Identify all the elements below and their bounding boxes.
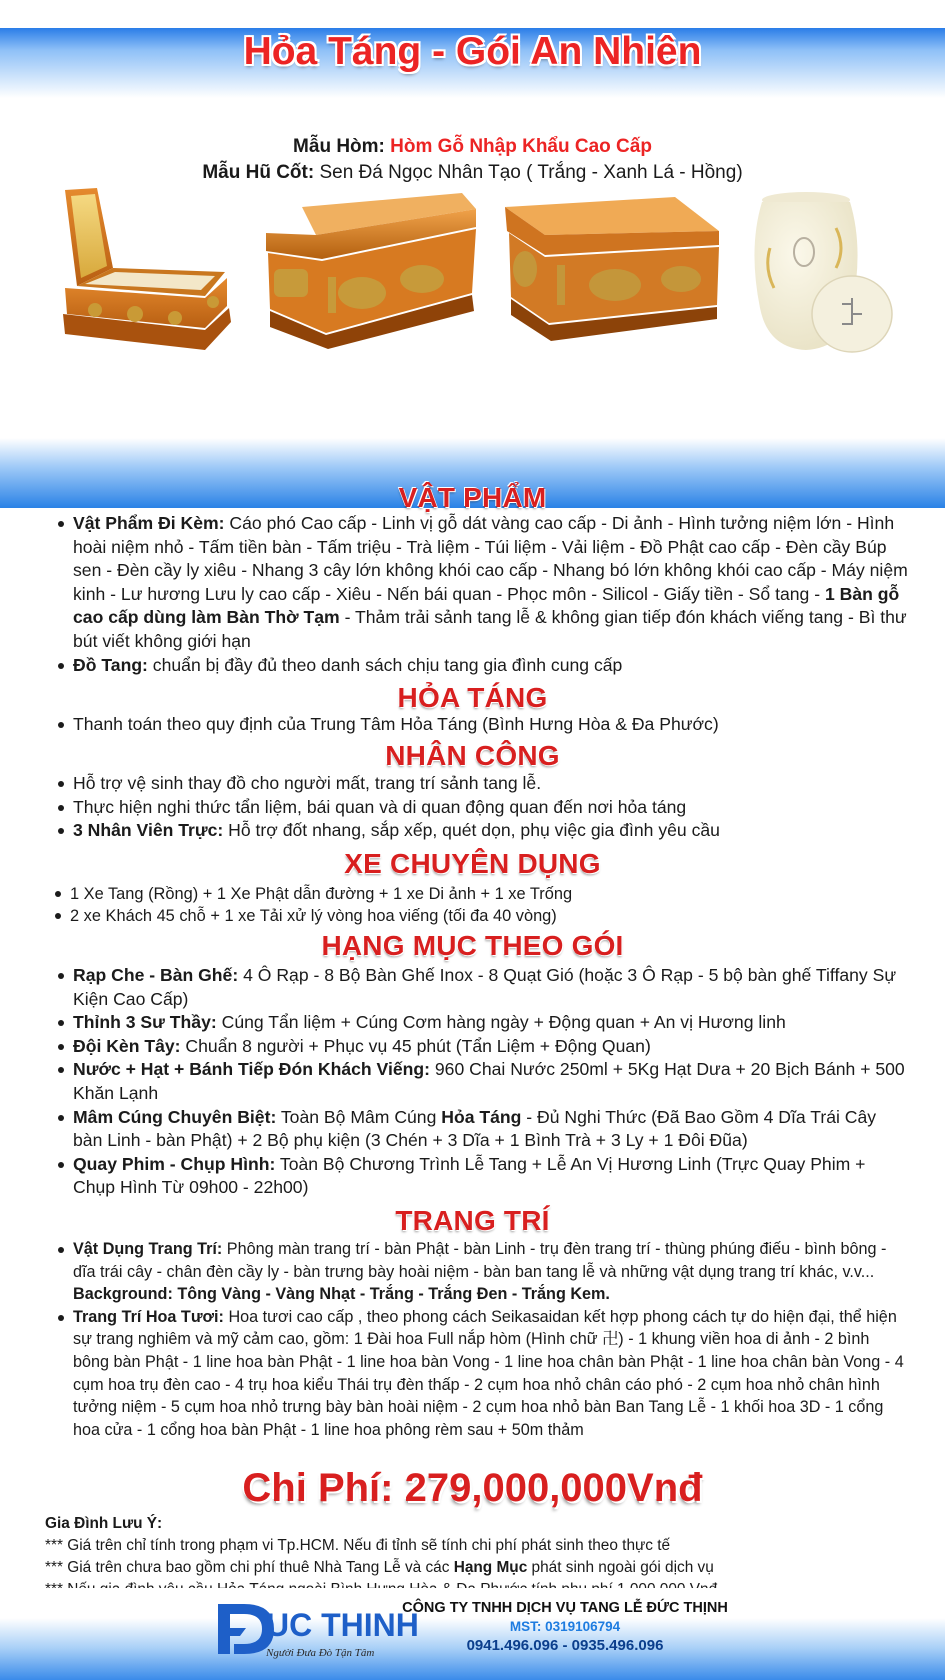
item-text: Phông màn trang trí - bàn Phật - bàn Linh - trụ đèn trang trí - thùng phúng điếu - bình bông - dĩa trái cây - chân đèn cầy ly - bàn trưng bày hoài niệm - bàn ban tang lễ và những vật dụng trang trí khác, v.v... [73,1240,887,1281]
item-bold-text: 1 Bàn gỗ cao cấp dùng làm Bàn Thờ Tạm [73,583,900,628]
list-item [58,1306,908,1442]
item-text: Cúng Tẩn liệm + Cúng Cơm hàng ngày + Động quan + An vị Hương linh [216,1012,786,1033]
list-item [55,905,905,927]
item-text: Thực hiện nghi thức tẩn liệm, bái quan và di quan động quan đến nơi hỏa táng [73,796,687,817]
logo-slogan: Người Đưa Đò Tận Tâm [266,1647,375,1659]
heading-hoa-tang: HỎA TÁNG [397,682,548,713]
item-label: Mâm Cúng Chuyên Biệt: [73,1106,277,1127]
list-item [58,1058,908,1105]
note-text: phát sinh ngoài gói dịch vụ [527,1559,714,1576]
item-text: Chuẩn 8 người + Phục vụ 45 phút (Tẩn Liệm + Động Quan) [180,1035,651,1056]
item-bold-text: Background: Tông Vàng - Vàng Nhạt - Trắng - Trắng Đen - Trắng Kem. [73,1285,610,1304]
urn-image [748,188,896,364]
item-label: Trang Trí Hoa Tươi: [73,1307,224,1326]
heading-xe-chuyen-dung: XE CHUYÊN DỤNG [344,848,601,879]
company-logo [212,1598,419,1664]
item-text: Toàn Bộ Mâm Cúng [276,1106,442,1127]
logo-wordmark: UC THINH [266,1607,419,1643]
coffin-model-label: Mẫu Hòm: [293,136,385,157]
list-item [58,1238,908,1306]
urn-model-label: Mẫu Hũ Cốt: [202,162,315,183]
phone-numbers: 0941.496.096 - 0935.496.096 [466,1637,664,1654]
heading-hang-muc: HẠNG MỤC THEO GÓI [321,930,624,961]
item-text: Toàn Bộ Chương Trình Lễ Tang + Lễ An Vị Hương Linh (Trực Quay Phim + Chụp Hình Từ 09h00 - 22h00) [73,1153,866,1198]
note-line: *** Giá trên chỉ tính trong phạm vi Tp.HCM. Nếu đi tỉnh sẽ tính chi phí phát sinh theo thực tế [45,1537,671,1554]
list-item [58,1106,908,1153]
item-text: Hỗ trợ đốt nhang, sắp xếp, quét dọn, phụ việc gia đình yêu cầu [223,820,720,841]
item-label: Vật Phẩm Đi Kèm: [73,513,225,533]
item-text: 2 xe Khách 45 chỗ + 1 xe Tải xử lý vòng hoa viếng (tối đa 40 vòng) [70,907,557,925]
item-label: Đồ Tang: [73,654,148,675]
list-xe-chuyen-dung [55,883,905,927]
list-nhan-cong [58,772,908,843]
notes-title: Gia Đình Lưu Ý: [45,1515,163,1532]
item-label: Quay Phim - Chụp Hình: [73,1153,276,1174]
closed-coffin-image-2 [505,193,723,350]
item-text: Hoa tươi cao cấp , theo phong cách Seikasaidan kết hợp phong cách tự do hiện đại, thể hiện sự trang nghiêm và mỹ cảm cao, gồm: 1 Đài hoa Full nắp hòm (Hình chữ 卍) - 1 khung viền hoa di ảnh - 2 bình bông bàn Phật - 1 line hoa bàn Phật - 1 line hoa bàn Vong - 1 line hoa chân bàn Phật - 1 line hoa chân bàn Vong - 4 cụm hoa trụ đèn cao - 4 trụ hoa kiểu Thái trụ đèn thấp - 2 cụm hoa nhỏ chân cáo phó - 2 cụm hoa nhỏ chân hình tưởng niệm - 5 cụm hoa nhỏ trưng bày bàn hoài niệm - 2 cụm hoa nhỏ bàn Ban Tang Lễ - 1 khối hoa 3D - 1 cổng hoa cửa - 1 cổng hoa bàn Phật - 1 line hoa phông rèm sau + 50m thảm [73,1307,904,1439]
company-info [390,1599,740,1656]
heading-nhan-cong: NHÂN CÔNG [385,740,560,771]
item-bold-text: Hỏa Táng [441,1106,522,1127]
coffin-model-value: Hòm Gỗ Nhập Khẩu Cao Cấp [390,136,652,157]
open-coffin-image [55,188,235,360]
urn-model-line [0,160,945,186]
list-item [58,964,908,1011]
list-item [58,1035,908,1059]
package-cost: Chi Phí: 279,000,000Vnđ [242,1466,703,1510]
closed-coffin-image [262,193,480,350]
item-text: Thanh toán theo quy định của Trung Tâm Hỏa Táng (Bình Hưng Hòa & Đa Phước) [73,714,719,734]
item-label: Vật Dụng Trang Trí: [73,1240,223,1258]
item-text: Hỗ trợ vệ sinh thay đồ cho người mất, trang trí sảnh tang lễ. [73,773,542,793]
item-text: 4 Ô Rạp - 8 Bộ Bàn Ghế Inox - 8 Quạt Gió (hoặc 3 Ô Rạp - 5 bộ bàn ghế Tiffany Sự Kiện Cao Cấp) [73,965,897,1009]
list-hoa-tang [58,713,908,737]
heading-trang-tri: TRANG TRÍ [395,1205,550,1236]
item-text: 1 Xe Tang (Rồng) + 1 Xe Phật dẫn đường + 1 xe Di ảnh + 1 xe Trống [70,885,573,903]
list-item [58,1153,908,1200]
item-label: Đội Kèn Tây: [73,1035,181,1056]
item-text: - Thảm trải sảnh tang lễ & không gian tiếp đón khách viếng tang - Bì thư bút viết không giới hạn [73,607,907,651]
page-title: Hỏa Táng - Gói An Nhiên [243,30,702,73]
list-item [58,796,908,820]
list-item [55,883,905,905]
item-label: Nước + Hạt + Bánh Tiếp Đón Khách Viếng: [73,1059,430,1080]
list-item [58,654,908,678]
item-text: - Đủ Nghi Thức (Đã Bao Gồm 4 Dĩa Trái Cây bàn Linh - bàn Phật) + 2 Bộ phụ kiện (3 Chén + 3 Dĩa + 1 Bình Trà + 3 Ly + 1 Đôi Đũa) [73,1106,877,1151]
list-item [58,713,908,737]
model-info [0,134,945,186]
list-item [58,1011,908,1035]
urn-model-value: Sen Đá Ngọc Nhân Tạo ( Trắng - Xanh Lá - Hồng) [319,162,743,183]
list-vat-pham [58,512,908,677]
item-text: chuẩn bị đầy đủ theo danh sách chịu tang gia đình cung cấp [147,654,623,675]
item-text: 960 Chai Nước 250ml + 5Kg Hạt Dưa + 20 Bịch Bánh + 500 Khăn Lạnh [73,1059,905,1103]
list-item [58,512,908,654]
note-line [45,1557,905,1579]
item-label: Thỉnh 3 Sư Thầy: [73,1012,217,1033]
tax-code: MST: 0319106794 [509,1619,621,1634]
list-item [58,772,908,796]
item-label: Rạp Che - Bàn Ghế: [73,965,239,985]
note-bold-text: Hạng Mục [453,1559,528,1576]
item-text: Cáo phó Cao cấp - Linh vị gỗ dát vàng cao cấp - Di ảnh - Hình tưởng niệm lớn - Hình hoài niệm nhỏ - Tấm tiền bàn - Tấm triệu - Trà liệm - Túi liệm - Vải liệm - Đồ Phật cao cấp - Đèn cầy Búp sen - Đèn cầy ly xiêu - Nhang 3 cây lớn không khói cao cấp - Nhang bó lớn không khói cao cấp - Máy niệm kinh - Lư hương Lưu ly cao cấp - Xiêu - Nến bái quan - Phọc môn - Silicol - Giấy tiền - Sổ tang - [73,513,908,604]
note-text: *** Giá trên chưa bao gồm chi phí thuê Nhà Tang Lễ và các [45,1559,454,1576]
list-hang-muc [58,964,908,1200]
item-label: 3 Nhân Viên Trực: [73,820,224,841]
company-name: CÔNG TY TNHH DỊCH VỤ TANG LỄ ĐỨC THỊNH [402,1600,728,1616]
coffin-model-line [0,134,945,160]
list-trang-tri [58,1238,908,1441]
heading-vat-pham: VẬT PHẨM [398,482,547,513]
list-item [58,819,908,843]
